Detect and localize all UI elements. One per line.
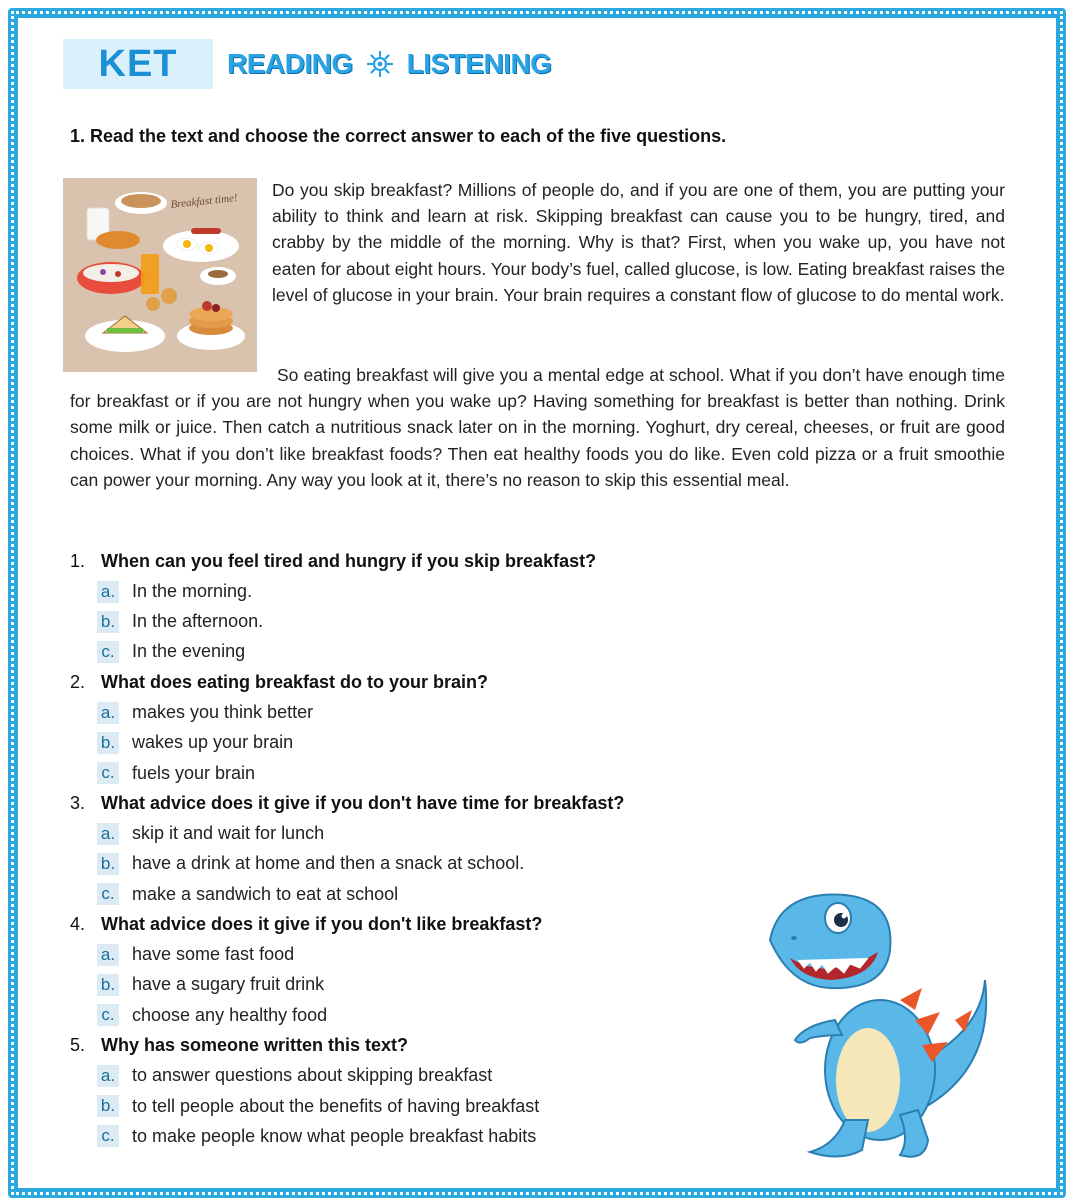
option-text: make a sandwich to eat at school — [132, 883, 399, 904]
answer-option[interactable] — [70, 607, 770, 637]
reading-label: READING — [227, 48, 353, 79]
option-letter: b. — [97, 611, 119, 633]
option-letter: b. — [97, 853, 119, 875]
answer-option[interactable] — [70, 637, 770, 667]
answer-option[interactable] — [70, 940, 770, 970]
option-text: have some fast food — [132, 944, 295, 965]
option-letter: a. — [97, 823, 119, 845]
question-2 — [70, 667, 770, 698]
option-text: have a sugary fruit drink — [132, 974, 325, 995]
option-text: makes you think better — [132, 702, 314, 723]
question-4 — [70, 909, 770, 940]
answer-option[interactable] — [70, 1000, 770, 1030]
header — [63, 38, 551, 90]
sun-icon — [367, 51, 393, 77]
answer-option[interactable] — [70, 758, 770, 788]
question-number: 4. — [70, 913, 86, 934]
option-letter: a. — [97, 581, 119, 603]
dinosaur-illustration — [750, 870, 995, 1165]
answer-option[interactable] — [70, 577, 770, 607]
option-text: choose any healthy food — [132, 1004, 328, 1025]
option-text: In the evening — [132, 641, 246, 662]
option-text: to answer questions about skipping breakfast — [132, 1065, 493, 1086]
option-text: to tell people about the benefits of having breakfast — [132, 1095, 540, 1116]
question-number: 1. — [70, 550, 86, 571]
answer-option[interactable] — [70, 819, 770, 849]
question-text: When can you feel tired and hungry if you skip breakfast? — [101, 550, 597, 571]
answer-option[interactable] — [70, 849, 770, 879]
question-list — [70, 546, 770, 1151]
option-text: fuels your brain — [132, 762, 256, 783]
photo-caption: Breakfast time! — [170, 192, 239, 211]
option-letter: b. — [97, 974, 119, 996]
answer-option[interactable] — [70, 698, 770, 728]
passage-paragraph-2: So eating breakfast will give you a mental edge at school. What if you don’t have enough time for breakfast or if you are not hungry when you wake up? Having something for breakfast is better than nothing. Drink some milk or juice. Then catch a nutritious snack later on in the morning. Yoghurt, dry cereal, cheeses, or fruit are good choices. What if you don’t like breakfast foods? Then eat healthy foods you do like. Even cold pizza or a fruit smoothie can power your morning. Any way you look at it, there’s no reason to skip this essential meal. — [70, 365, 1005, 490]
option-letter: c. — [97, 883, 119, 905]
option-letter: c. — [97, 762, 119, 784]
answer-option[interactable] — [70, 1091, 770, 1121]
option-letter: c. — [97, 641, 119, 663]
passage-paragraph-1: Do you skip breakfast? Millions of people do, and if you are one of them, you are putting your ability to think and learn at risk. Skipping breakfast can cause you to be hungry, tired, and crabby by the middle of the morning. Why is that? First, when you wake up, you have not eaten for about eight hours. Your body’s fuel, called glucose, is low. Eating breakfast raises the level of glucose in your brain. Your brain requires a constant flow of glucose to do mental work. — [272, 180, 1005, 305]
answer-option[interactable] — [70, 728, 770, 758]
task-instruction: 1. Read the text and choose the correct answer to each of the five questions. — [70, 126, 727, 146]
option-text: have a drink at home and then a snack at school. — [132, 853, 525, 874]
option-letter: c. — [97, 1004, 119, 1026]
question-number: 3. — [70, 792, 86, 813]
question-number: 5. — [70, 1035, 86, 1055]
ket-badge: KET — [63, 39, 213, 89]
option-letter: c. — [97, 1125, 119, 1147]
listening-label: LISTENING — [406, 48, 552, 79]
option-text: In the morning. — [132, 581, 253, 602]
question-5 — [70, 1030, 770, 1061]
option-text: to make people know what people breakfast habits — [132, 1125, 537, 1146]
option-text: wakes up your brain — [132, 732, 294, 753]
answer-option[interactable] — [70, 879, 770, 909]
option-letter: a. — [97, 702, 119, 724]
question-text: What does eating breakfast do to your brain? — [101, 671, 489, 692]
option-letter: b. — [97, 732, 119, 754]
answer-option[interactable] — [70, 1061, 770, 1091]
question-text: What advice does it give if you don't like breakfast? — [101, 913, 543, 934]
question-3 — [70, 788, 770, 819]
answer-option[interactable] — [70, 1121, 770, 1151]
question-number: 2. — [70, 671, 86, 692]
question-1 — [70, 546, 770, 577]
option-letter: a. — [97, 1065, 119, 1087]
breakfast-photo — [63, 178, 257, 372]
option-letter: b. — [97, 1095, 119, 1117]
question-text: What advice does it give if you don't have time for breakfast? — [101, 792, 625, 813]
question-text: Why has someone written this text? — [101, 1035, 409, 1055]
option-text: In the afternoon. — [132, 611, 264, 632]
option-letter: a. — [97, 944, 119, 966]
option-text: skip it and wait for lunch — [132, 823, 325, 844]
answer-option[interactable] — [70, 970, 770, 1000]
